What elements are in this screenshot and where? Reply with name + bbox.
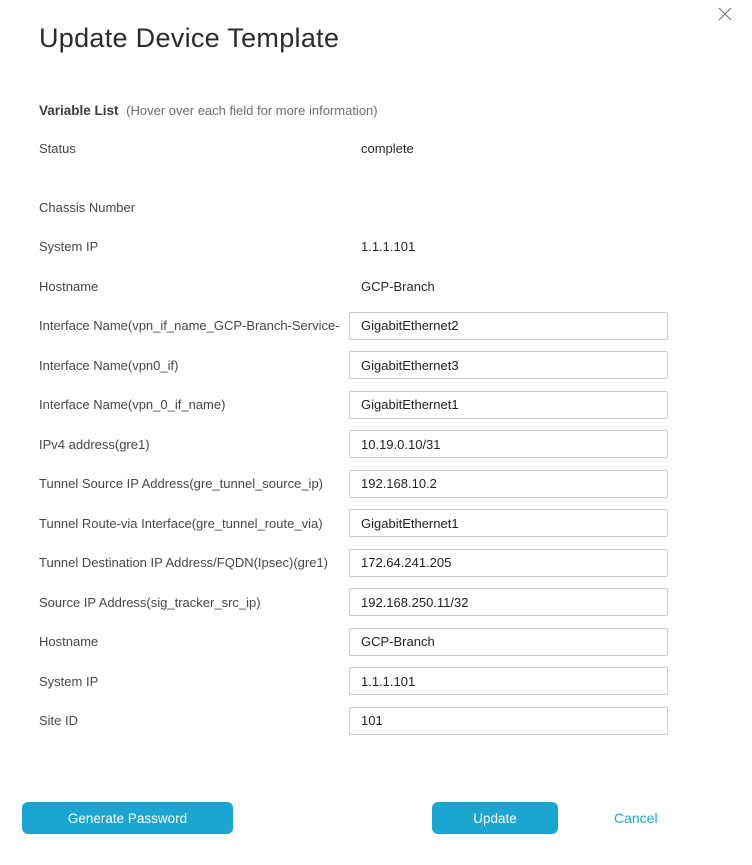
- variable-list-heading: [39, 103, 752, 119]
- variable-row: [0, 464, 752, 504]
- page-title: Update Device Template: [39, 23, 340, 53]
- variable-row: [0, 662, 752, 702]
- dialog-footer: [0, 800, 752, 840]
- variable-value-input[interactable]: [349, 628, 668, 656]
- variable-label: Status: [39, 141, 76, 157]
- variable-label: Interface Name(vpn_0_if_name): [39, 397, 226, 413]
- variable-value-input[interactable]: [349, 588, 668, 616]
- variable-row: [0, 227, 752, 267]
- variable-label: Interface Name(vpn0_if): [39, 357, 179, 373]
- variable-value-input[interactable]: [349, 351, 668, 379]
- variable-value-input[interactable]: [349, 430, 668, 458]
- variable-value-input[interactable]: [349, 549, 668, 577]
- variable-label: Tunnel Destination IP Address/FQDN(Ipsec)(gre1): [39, 555, 329, 571]
- variable-label: Hostname: [39, 278, 99, 294]
- variable-row: [0, 622, 752, 662]
- generate-password-button[interactable]: Generate Password: [22, 802, 233, 834]
- variable-list-hint: (Hover over each field for more information): [126, 103, 378, 118]
- variable-value-input[interactable]: [349, 470, 668, 498]
- close-icon[interactable]: [717, 6, 733, 22]
- variable-row: [0, 188, 752, 228]
- variable-rows: [0, 129, 752, 741]
- variable-value-input[interactable]: [349, 391, 668, 419]
- variable-label: Tunnel Source IP Address(gre_tunnel_source_ip): [39, 476, 324, 492]
- variable-label: Tunnel Route-via Interface(gre_tunnel_route_via): [39, 515, 323, 531]
- variable-value-text: GCP-Branch: [361, 278, 435, 294]
- variable-row: [0, 701, 752, 741]
- variable-label: System IP: [39, 239, 99, 255]
- variable-label: Hostname: [39, 634, 99, 650]
- variable-row: [0, 425, 752, 465]
- variable-row: [0, 267, 752, 307]
- variable-value-input[interactable]: [349, 667, 668, 695]
- variable-value-text: complete: [361, 141, 414, 157]
- variable-list-label: Variable List: [39, 103, 119, 118]
- variable-label: System IP: [39, 673, 99, 689]
- variable-row: [0, 543, 752, 583]
- variable-label: Interface Name(vpn_if_name_GCP-Branch-Service-: [39, 318, 340, 334]
- variable-row: [0, 129, 752, 169]
- variable-row: [0, 583, 752, 623]
- variable-row: [0, 385, 752, 425]
- variable-value-text: 1.1.1.101: [361, 239, 416, 255]
- variable-row: [0, 504, 752, 544]
- variable-value-input[interactable]: [349, 707, 668, 735]
- variable-value-input[interactable]: [349, 509, 668, 537]
- variable-value-input[interactable]: [349, 312, 668, 340]
- variable-label: Chassis Number: [39, 199, 136, 215]
- update-button[interactable]: Update: [432, 802, 558, 834]
- variable-label: IPv4 address(gre1): [39, 436, 150, 452]
- variable-row: [0, 306, 752, 346]
- variable-label: Source IP Address(sig_tracker_src_ip): [39, 594, 261, 610]
- cancel-button[interactable]: Cancel: [614, 802, 658, 834]
- variable-label: Site ID: [39, 713, 79, 729]
- variable-row: [0, 346, 752, 386]
